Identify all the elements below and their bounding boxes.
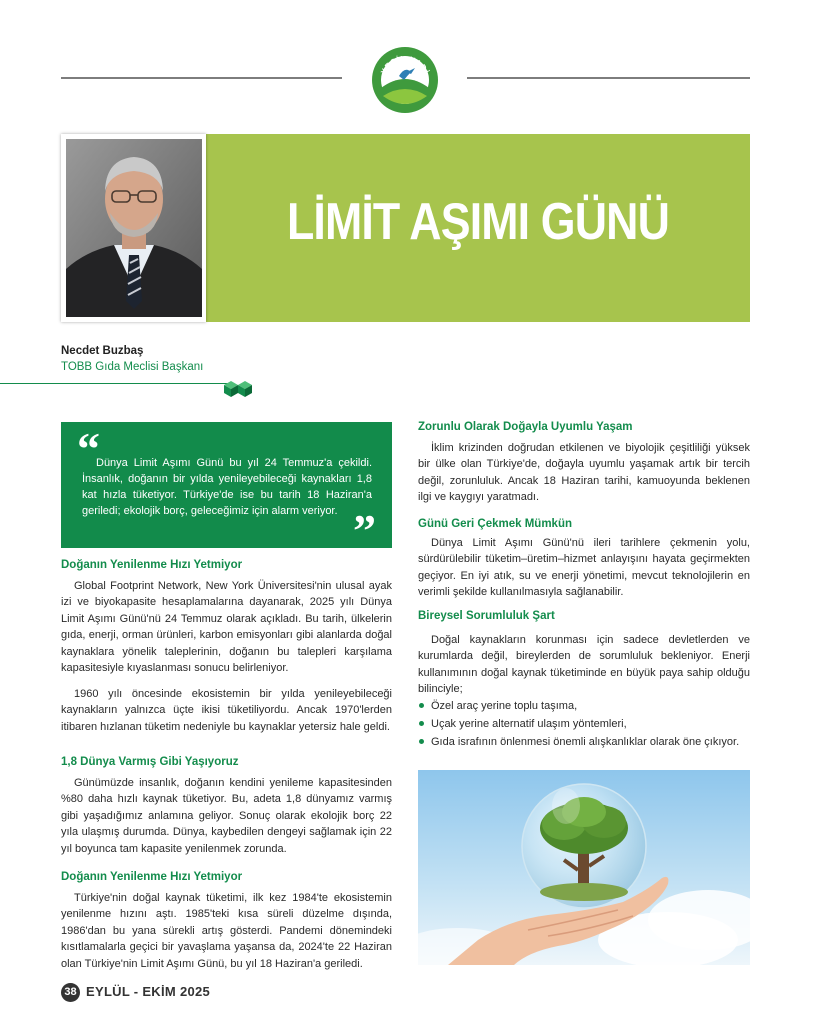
- body-paragraph: Global Footprint Network, New York Üniversitesi'nin ulusal ayak izi ve biyokapasite hesaplamalarına dayanarak, 2025 yılı Dünya Limit Aşımı Günü'nü 24 Temmuz olarak açıkladı. Bu tarih, ülkelerin gıda, enerji, orman ürünleri, karbon emisyonları gibi alanlarda doğal kaynaklara yönelik taleplerinin, doğanın bu talepleri karşılama kapasitesiyle kıyaslanması sonucu belirleniyor.: [61, 580, 392, 675]
- body-paragraph: Doğal kaynakların korunması için sadece devletlerden ve kurumlarda değil, bireylerden de sorumluluk bekleniyor. Enerji kullanımının doğal kaynak tüketiminde en büyük paya sahip olduğu bilinciyle;: [418, 634, 750, 696]
- body-paragraph: Günümüzde insanlık, doğanın kendini yenileme kapasitesinden %80 daha hızlı kaynak tüketiyor. Bu, adeta 1,8 dünyamız varmış gibi yaşadığımız anlamına geliyor. Sonuç olarak ekolojik borç 22 yıla ulaşmış durumda. Dünya, kaybedilen dengeyi sağlamak için 22 yıl boyunca tam kapasite yenilenmek zorunda.: [61, 777, 392, 855]
- section-heading: Günü Geri Çekmek Mümkün: [418, 518, 573, 530]
- body-paragraph: 1960 yılı öncesinde ekosistemin bir yılda yenileyebileceği kaynakların yalnızca üçte ikisi tüketiliyordu. Ancak 1970'lerden itibaren hızlanan tüketim nedeniyle bu kaynaklar yetersiz hale geldi.: [61, 688, 392, 733]
- author-divider: [0, 383, 232, 384]
- open-quote-icon: “: [77, 423, 100, 474]
- author-name: Necdet Buzbaş: [61, 345, 144, 357]
- body-paragraph: Türkiye'nin doğal kaynak tüketimi, ilk kez 1984'te ekosistemin yenilenme hızını aştı. 1985'teki kısa süreli düzelme dışında, 1986'dan bu yana sürekli artış gösterdi. Pandemi dönemindeki kısıtlamalarla geçici bir yavaşlama yaşansa da, 2024'te 22 Haziran olan Türkiye'nin Limit Aşımı Günü, bu yıl 18 Haziran'a geriledi.: [61, 892, 392, 970]
- bullet-list: [418, 697, 750, 751]
- header-rule-left: [61, 77, 342, 79]
- page-number: 38: [61, 983, 80, 1002]
- author-photo: [66, 139, 202, 317]
- cubes-icon: [222, 379, 256, 399]
- section-heading: Zorunlu Olarak Doğayla Uyumlu Yaşam: [418, 421, 633, 433]
- section-heading: Doğanın Yenilenme Hızı Yetmiyor: [61, 559, 243, 571]
- body-paragraph: İklim krizinden doğrudan etkilenen ve biyolojik çeşitliliği yüksek bir ülke olan Türkiye'de, doğayla uyumlu yaşamak artık bir tercih değil, zorunluluk. Ancak 18 Haziran tarihi, kamuoyunda beklenen ilgi ve kaygıyı yaratmadı.: [418, 442, 750, 504]
- article-title: LİMİT AŞIMI GÜNÜ: [286, 193, 670, 251]
- list-item: Gıda israfının önlenmesi önemli alışkanlıklar olarak öne çıkıyor.: [418, 733, 750, 751]
- section-heading: 1,8 Dünya Varmış Gibi Yaşıyoruz: [61, 756, 239, 768]
- body-paragraph: Dünya Limit Aşımı Günü'nü ileri tarihlere çekmenin yolu, sürdürülebilir tüketim–üretim–hizmet anlayışını hayata geçirmekten geçiyor. En iyi atık, su ve enerji yönetimi, mevcut teknolojilerin en verimli şekilde kullanılmasıyla sağlanabilir.: [418, 537, 750, 599]
- title-banner: [206, 134, 750, 322]
- list-item: Uçak yerine alternatif ulaşım yöntemleri,: [418, 715, 750, 733]
- header-rule-right: [467, 77, 750, 79]
- list-item: Özel araç yerine toplu taşıma,: [418, 697, 750, 715]
- yesil-vadi-logo: [371, 46, 439, 114]
- logo-text: YEŞİL VADİ: [378, 53, 432, 76]
- close-quote-icon: ”: [353, 505, 376, 556]
- section-heading: Bireysel Sorumluluk Şart: [418, 610, 555, 622]
- author-role: TOBB Gıda Meclisi Başkanı: [61, 361, 204, 373]
- pull-quote-text: Dünya Limit Aşımı Günü bu yıl 24 Temmuz'a çekildi. İnsanlık, doğanın bir yılda yenileyebileceği kaynakları 1,8 kat hızla tüketiyor. Türkiye'de ise bu tarih 18 Haziran'a geriledi; ekolojik borç, geleceğimiz için alarm veriyor.: [82, 457, 372, 517]
- pull-quote: [61, 422, 392, 556]
- section-heading: Doğanın Yenilenme Hızı Yetmiyor: [61, 871, 243, 883]
- hand-globe-tree-image: [418, 770, 750, 965]
- issue-date: EYLÜL - EKİM 2025: [86, 984, 211, 999]
